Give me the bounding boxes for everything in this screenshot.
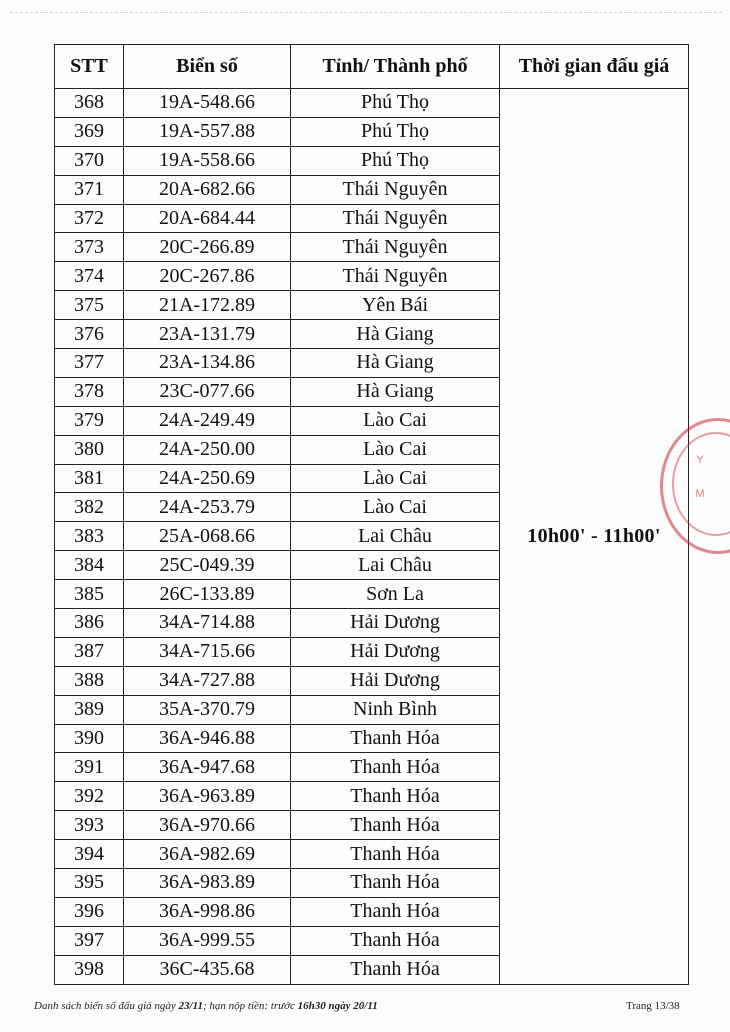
plate-cell: 26C-133.89	[124, 580, 291, 609]
province-cell: Thanh Hóa	[291, 955, 500, 984]
stt-cell: 379	[55, 406, 124, 435]
province-cell: Thanh Hóa	[291, 897, 500, 926]
plate-cell: 24A-250.00	[124, 435, 291, 464]
province-cell: Hải Dương	[291, 609, 500, 638]
plate-cell: 36A-947.68	[124, 753, 291, 782]
stt-cell: 392	[55, 782, 124, 811]
footer-prefix: Danh sách biển số đấu giá ngày	[34, 1000, 179, 1012]
plate-cell: 35A-370.79	[124, 695, 291, 724]
plate-cell: 36A-970.66	[124, 811, 291, 840]
province-cell: Lào Cai	[291, 406, 500, 435]
plate-cell: 36A-946.88	[124, 724, 291, 753]
plate-auction-table	[54, 44, 689, 985]
plate-cell: 23C-077.66	[124, 377, 291, 406]
province-cell: Thái Nguyên	[291, 233, 500, 262]
stt-cell: 388	[55, 666, 124, 695]
plate-cell: 34A-714.88	[124, 609, 291, 638]
province-cell: Hà Giang	[291, 320, 500, 349]
plate-cell: 20C-266.89	[124, 233, 291, 262]
plate-cell: 23A-134.86	[124, 349, 291, 378]
plate-cell: 20C-267.86	[124, 262, 291, 291]
seal-letter: M	[695, 488, 705, 500]
stt-cell: 390	[55, 724, 124, 753]
stt-cell: 373	[55, 233, 124, 262]
province-cell: Thái Nguyên	[291, 175, 500, 204]
header-province: Tỉnh/ Thành phố	[291, 45, 500, 89]
province-cell: Phú Thọ	[291, 146, 500, 175]
page-edge-line	[10, 12, 722, 14]
plate-cell: 36A-963.89	[124, 782, 291, 811]
province-cell: Lào Cai	[291, 435, 500, 464]
province-cell: Lai Châu	[291, 522, 500, 551]
plate-cell: 19A-558.66	[124, 146, 291, 175]
province-cell: Thanh Hóa	[291, 724, 500, 753]
province-cell: Thanh Hóa	[291, 811, 500, 840]
stt-cell: 385	[55, 580, 124, 609]
province-cell: Hà Giang	[291, 349, 500, 378]
province-cell: Ninh Bình	[291, 695, 500, 724]
province-cell: Thanh Hóa	[291, 869, 500, 898]
plate-cell: 36A-983.89	[124, 869, 291, 898]
province-cell: Phú Thọ	[291, 89, 500, 118]
stt-cell: 383	[55, 522, 124, 551]
stt-cell: 369	[55, 117, 124, 146]
plate-cell: 25A-068.66	[124, 522, 291, 551]
stt-cell: 384	[55, 551, 124, 580]
province-cell: Thanh Hóa	[291, 782, 500, 811]
stt-cell: 381	[55, 464, 124, 493]
plate-cell: 19A-548.66	[124, 89, 291, 118]
plate-cell: 36A-999.55	[124, 926, 291, 955]
province-cell: Thái Nguyên	[291, 204, 500, 233]
table-header-row	[55, 45, 689, 89]
province-cell: Yên Bái	[291, 291, 500, 320]
plate-cell: 25C-049.39	[124, 551, 291, 580]
province-cell: Hải Dương	[291, 666, 500, 695]
plate-cell: 34A-727.88	[124, 666, 291, 695]
stt-cell: 389	[55, 695, 124, 724]
seal-lettering	[690, 450, 710, 504]
stt-cell: 374	[55, 262, 124, 291]
plate-cell: 23A-131.79	[124, 320, 291, 349]
stt-cell: 387	[55, 637, 124, 666]
stt-cell: 372	[55, 204, 124, 233]
province-cell: Thanh Hóa	[291, 840, 500, 869]
province-cell: Thanh Hóa	[291, 926, 500, 955]
plate-cell: 24A-253.79	[124, 493, 291, 522]
auction-time-cell: 10h00' - 11h00'	[500, 89, 689, 985]
province-cell: Thanh Hóa	[291, 753, 500, 782]
header-auction-time: Thời gian đấu giá	[500, 45, 689, 89]
stt-cell: 398	[55, 955, 124, 984]
plate-cell: 20A-684.44	[124, 204, 291, 233]
province-cell: Thái Nguyên	[291, 262, 500, 291]
stt-cell: 397	[55, 926, 124, 955]
stt-cell: 376	[55, 320, 124, 349]
stt-cell: 375	[55, 291, 124, 320]
province-cell: Sơn La	[291, 580, 500, 609]
province-cell: Hải Dương	[291, 637, 500, 666]
plate-cell: 34A-715.66	[124, 637, 291, 666]
table-body	[55, 89, 689, 985]
province-cell: Lào Cai	[291, 493, 500, 522]
plate-cell: 24A-249.49	[124, 406, 291, 435]
header-plate: Biển số	[124, 45, 291, 89]
footer-note	[34, 1000, 378, 1012]
footer-middle: ; hạn nộp tiền: trước	[202, 1000, 298, 1012]
plate-cell: 36C-435.68	[124, 955, 291, 984]
seal-letter: Y	[696, 454, 704, 466]
plate-cell: 19A-557.88	[124, 117, 291, 146]
plate-cell: 36A-982.69	[124, 840, 291, 869]
stt-cell: 370	[55, 146, 124, 175]
stt-cell: 378	[55, 377, 124, 406]
footer-deadline: 16h30 ngày 20/11	[297, 1000, 378, 1012]
stt-cell: 371	[55, 175, 124, 204]
header-stt: STT	[55, 45, 124, 89]
stt-cell: 391	[55, 753, 124, 782]
plate-cell: 21A-172.89	[124, 291, 291, 320]
stt-cell: 382	[55, 493, 124, 522]
plate-cell: 24A-250.69	[124, 464, 291, 493]
stt-cell: 395	[55, 869, 124, 898]
stt-cell: 386	[55, 609, 124, 638]
province-cell: Hà Giang	[291, 377, 500, 406]
stt-cell: 396	[55, 897, 124, 926]
plate-cell: 20A-682.66	[124, 175, 291, 204]
footer-auction-date: 23/11	[178, 1000, 203, 1012]
province-cell: Phú Thọ	[291, 117, 500, 146]
province-cell: Lào Cai	[291, 464, 500, 493]
stt-cell: 393	[55, 811, 124, 840]
stt-cell: 368	[55, 89, 124, 118]
plate-cell: 36A-998.86	[124, 897, 291, 926]
stt-cell: 394	[55, 840, 124, 869]
stt-cell: 380	[55, 435, 124, 464]
province-cell: Lai Châu	[291, 551, 500, 580]
stt-cell: 377	[55, 349, 124, 378]
page-number: Trang 13/38	[626, 1000, 680, 1012]
table-row	[55, 89, 689, 118]
